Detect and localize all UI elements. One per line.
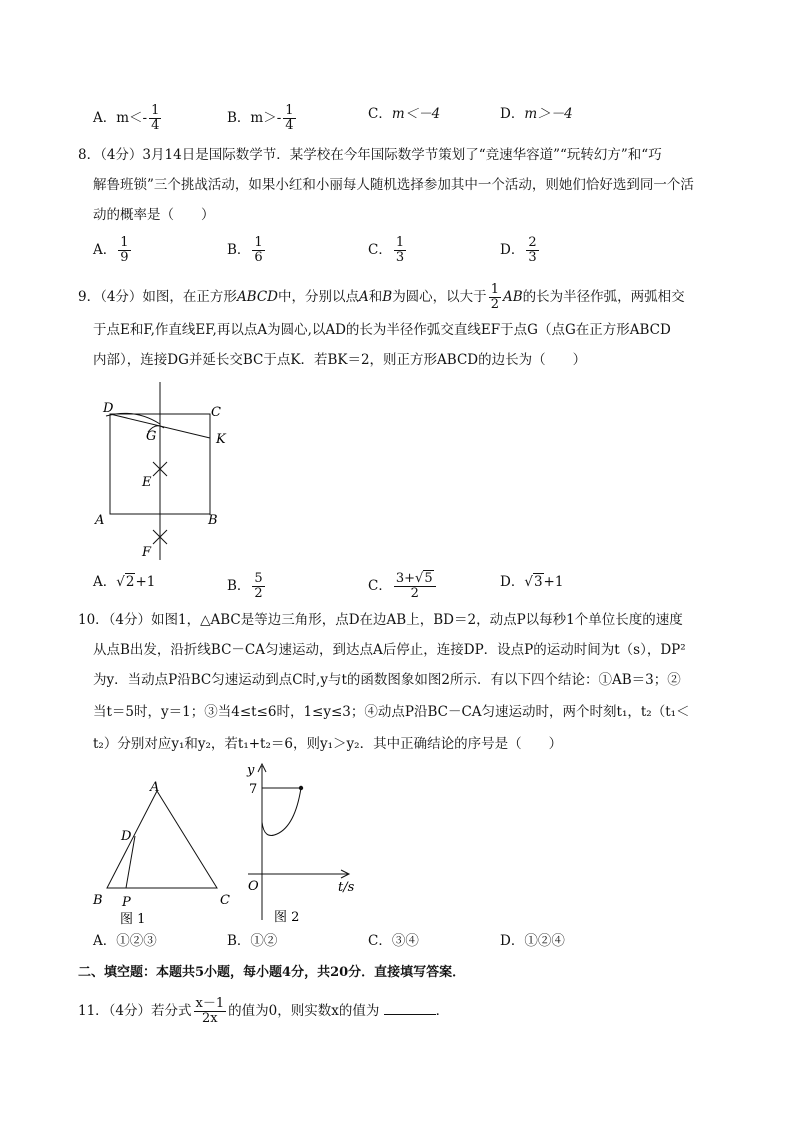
- label-y: y: [247, 763, 255, 778]
- label-c: C: [211, 405, 221, 420]
- figure-1-caption: 图 1: [120, 912, 146, 926]
- label-t-s: t/s: [338, 880, 355, 895]
- label-e: E: [142, 475, 152, 490]
- q7-option-d: D．m＞－4: [500, 106, 573, 122]
- q9-option-b: B． $\frac{5}{2}$: [227, 571, 263, 601]
- q8-option-d: D． $\frac{2}{3}$: [500, 235, 537, 265]
- label-origin: O: [248, 879, 259, 894]
- label-a: A: [95, 513, 105, 528]
- q8-option-a: A． $\frac{1}{9}$: [93, 235, 129, 265]
- q10-line-5: t₂）分别对应y₁和y₂，若t₁+t₂＝6，则y₁＞y₂．其中正确结论的序号是（ ）: [93, 736, 563, 752]
- q9-option-a: A．√2+1: [93, 574, 156, 590]
- q8-line-2: 解鲁班锁”三个挑战活动，如果小红和小丽每人随机选择参加其中一个活动，则她们恰好选到同一个活: [93, 177, 694, 193]
- q7-b-fraction: $\frac{1}{4}$: [285, 103, 294, 133]
- q10-option-a: A．①②③: [93, 933, 157, 949]
- label-a: A: [150, 780, 160, 795]
- label-d: D: [103, 401, 114, 416]
- q8-option-c: C． $\frac{1}{3}$: [368, 235, 405, 265]
- label-b: B: [93, 893, 103, 908]
- q11-fraction: $\frac{x-1}{2x}$: [195, 996, 225, 1026]
- q10-line-1: 10．（4分）如图1，△ABC是等边三角形，点D在边AB上，BD＝2，动点P以每秒1个单位长度的速度: [78, 612, 683, 628]
- q8-line-1: 8．（4分）3月14日是国际数学节．某学校在今年国际数学节策划了“竞速华容道”“玩转幻方”和“巧: [78, 147, 662, 163]
- label-g: G: [146, 429, 157, 444]
- label-seven: 7: [249, 782, 258, 797]
- figure-2-caption: 图 2: [274, 910, 300, 925]
- label-f: F: [142, 545, 152, 560]
- q7-option-c: C．m＜－4: [368, 106, 441, 122]
- q10-option-c: C．③④: [368, 933, 419, 949]
- q7-a-fraction: $\frac{1}{4}$: [151, 103, 160, 133]
- label-b: B: [208, 513, 218, 528]
- q10-line-4: 当t＝5时，y＝1；③当4≤t≤6时，1≤y≤3；④动点P沿BC－CA匀速运动时，两个时刻t₁，t₂（t₁＜: [93, 704, 690, 720]
- q7-b-text: m＞-: [250, 110, 282, 126]
- q7-option-a: A．m＜- $\frac{1}{4}$: [93, 103, 160, 133]
- endpoint-dot: [299, 786, 303, 790]
- q10-figure-1-triangle: [90, 776, 240, 926]
- label-d: D: [121, 829, 132, 844]
- function-curve: [262, 788, 301, 836]
- q9-line-3: 内部），连接DG并延长交BC于点K．若BK＝2，则正方形ABCD的边长为（ ）: [93, 352, 587, 368]
- q10-line-2: 从点B出发，沿折线BC－CA匀速运动，到达点A后停止，连接DP．设点P的运动时间为t（s），DP²: [93, 642, 686, 658]
- q9-option-d: D．√3+1: [500, 574, 564, 590]
- q10-option-b: B．①②: [227, 933, 278, 949]
- q7-option-b: B．m＞- $\frac{1}{4}$: [227, 103, 294, 133]
- label-p: P: [122, 895, 131, 910]
- q11-answer-blank[interactable]: [384, 1000, 436, 1015]
- q9-square-figure: [90, 378, 240, 563]
- q8-option-b: B． $\frac{1}{6}$: [227, 235, 263, 265]
- q9-line-1: 9．（4分）如图，在正方形ABCD中，分别以点A和B为圆心，以大于 $\frac{1}{2}$ AB的长为半径作弧，两弧相交: [78, 282, 685, 312]
- q10-option-d: D．①②④: [500, 933, 565, 949]
- label-k: K: [216, 432, 226, 447]
- q9-half-fraction: $\frac{1}{2}$: [490, 282, 499, 312]
- q10-line-3: 为y．当动点P沿BC匀速运动到点C时,y与t的函数图象如图2所示．有以下四个结论：①AB＝3；②: [93, 672, 681, 688]
- label-c: C: [220, 893, 230, 908]
- q8-line-3: 动的概率是（ ）: [93, 207, 215, 223]
- q7-a-text: m＜-: [116, 110, 148, 126]
- q9-option-c: C． $\frac{3+√5}{2}$: [368, 572, 438, 601]
- q11-line: 11．（4分）若分式 $\frac{x-1}{2x}$ 的值为0，则实数x的值为 ．: [78, 996, 450, 1026]
- q9-line-2: 于点E和F,作直线EF,再以点A为圆心,以AD的长为半径作弧交直线EF于点G（点G在正方形ABCD: [93, 322, 671, 338]
- section-2-heading: 二、填空题：本题共5小题，每小题4分，共20分．直接填写答案．: [78, 965, 466, 980]
- q10-figure-2-graph: [240, 760, 370, 926]
